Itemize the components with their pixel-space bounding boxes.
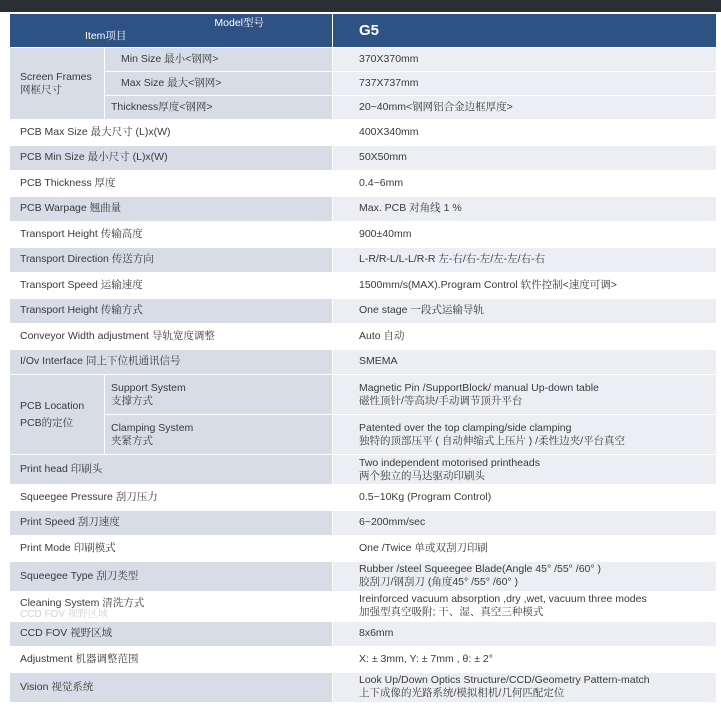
table-row — [10, 415, 717, 455]
pcb-sub-label-cn: 支撑方式 — [111, 394, 153, 407]
row-label: PCB Min Size 最小尺寸 (L)x(W) — [10, 145, 333, 171]
vision-value-cn: 上下成像的光路系统/模拟相机/几何匹配定位 — [359, 687, 565, 699]
row-value — [333, 672, 717, 702]
item-label: Item项目 — [85, 30, 127, 42]
row-value: L-R/R-L/L-L/R-R 左-右/右-左/左-左/右-右 — [333, 247, 717, 273]
row-label: Transport Height 传输高度 — [10, 222, 333, 248]
row-value: 400X340mm — [333, 120, 717, 146]
row-label: I/Ov Interface 同上下位机通讯信号 — [10, 349, 333, 375]
pcb-sub-label-cn: 夹紧方式 — [111, 434, 153, 447]
table-row — [10, 621, 717, 647]
screen-frames-label — [10, 48, 105, 120]
row-label — [10, 591, 333, 621]
pcb-value — [333, 375, 717, 415]
table-row — [10, 196, 717, 222]
row-label: Print Speed 刮刀速度 — [10, 510, 333, 536]
row-value: SMEMA — [333, 349, 717, 375]
screen-frames-label-en: Screen Frames — [20, 70, 92, 83]
print-head-value-en: Two independent motorised printheads — [359, 456, 540, 469]
table-row — [10, 455, 717, 485]
frame-value: 737X737mm — [333, 72, 717, 96]
screen-frames-label-cn: 网框尺寸 — [20, 83, 62, 96]
table-row — [10, 647, 717, 673]
pcb-location-label-cn: PCB的定位 — [20, 416, 74, 429]
row-label: Print head 印刷头 — [10, 455, 333, 485]
row-label: Adjustment 机器调整范围 — [10, 647, 333, 673]
frame-value: 370X370mm — [333, 48, 717, 72]
row-label: Squeegee Pressure 刮刀压力 — [10, 485, 333, 511]
row-label: Conveyor Width adjustment 导轨宽度调整 — [10, 324, 333, 350]
pcb-value-cn: 磁性顶针/等高块/手动调节顶升平台 — [359, 394, 523, 407]
row-value — [333, 561, 717, 591]
spec-table — [9, 13, 717, 703]
row-label: PCB Warpage 翘曲量 — [10, 196, 333, 222]
header-corner — [10, 14, 333, 48]
table-row — [10, 349, 717, 375]
table-row — [10, 145, 717, 171]
row-value: Max. PCB 对角线 1 % — [333, 196, 717, 222]
row-value: One /Twice 单或双刮刀印刷 — [333, 536, 717, 562]
cleaning-value-en: Ireinforced vacuum absorption ,dry ,wet, vacuum three modes — [359, 593, 647, 605]
pcb-value-cn: 独特的顶部压平 ( 自动伸缩式上压片 ) /柔性边夹/平台真空 — [359, 434, 625, 447]
row-value: 1500mm/s(MAX).Program Control 软件控制<速度可调> — [333, 273, 717, 299]
row-label: Transport Height 传输方式 — [10, 298, 333, 324]
pcb-value — [333, 415, 717, 455]
row-value — [333, 591, 717, 621]
table-row — [10, 375, 717, 415]
table-row — [10, 120, 717, 146]
table-row — [10, 485, 717, 511]
pcb-location-label — [10, 375, 105, 455]
squeegee-value-en: Rubber /steel Squeegee Blade(Angle 45° /55° /60° ) — [359, 563, 602, 575]
pcb-sub-label-en: Clamping System — [111, 421, 194, 434]
pcb-sub-label — [105, 415, 333, 455]
row-label: PCB Thickness 厚度 — [10, 171, 333, 197]
row-value: Auto 自动 — [333, 324, 717, 350]
cleaning-label: Cleaning System 清洗方式 — [20, 596, 145, 609]
top-bar — [0, 0, 721, 12]
row-value: 900±40mm — [333, 222, 717, 248]
row-label: Vision 视觉系统 — [10, 672, 333, 702]
squeegee-value-cn: 胶刮刀/钢刮刀 (角度45° /55° /60° ) — [359, 576, 519, 588]
row-label: Transport Speed 运输速度 — [10, 273, 333, 299]
table-row — [10, 324, 717, 350]
row-value: 0.4~6mm — [333, 171, 717, 197]
row-label: Transport Direction 传送方向 — [10, 247, 333, 273]
pcb-value-en: Patented over the top clamping/side clamping — [359, 421, 572, 434]
pcb-value-en: Magnetic Pin /SupportBlock/ manual Up-down table — [359, 381, 599, 394]
frame-sub-label: Min Size 最小<钢网> — [105, 48, 333, 72]
model-label: Model型号 — [214, 17, 264, 29]
row-value: One stage 一段式运输导轨 — [333, 298, 717, 324]
frame-sub-label: Max Size 最大<钢网> — [105, 72, 333, 96]
pcb-sub-label — [105, 375, 333, 415]
table-row — [10, 72, 717, 96]
row-value: 6~200mm/sec — [333, 510, 717, 536]
print-head-value-cn: 两个独立的马达驱动印刷头 — [359, 469, 485, 482]
cleaning-ghost-label: CCD FOV 视野区域 — [20, 608, 108, 620]
table-row — [10, 672, 717, 702]
table-row — [10, 171, 717, 197]
row-label: PCB Max Size 最大尺寸 (L)x(W) — [10, 120, 333, 146]
row-value: 0.5~10Kg (Program Control) — [333, 485, 717, 511]
row-value — [333, 455, 717, 485]
table-row — [10, 510, 717, 536]
vision-value-en: Look Up/Down Optics Structure/CCD/Geometry Pattern-match — [359, 674, 650, 686]
header-row — [10, 14, 717, 48]
table-row — [10, 536, 717, 562]
table-row — [10, 222, 717, 248]
table-row — [10, 561, 717, 591]
table-row — [10, 247, 717, 273]
cleaning-value-cn: 加强型真空吸附; 干、湿、真空三种模式 — [359, 606, 544, 618]
pcb-location-label-en: PCB Location — [20, 399, 85, 412]
table-row — [10, 273, 717, 299]
table-row — [10, 591, 717, 621]
frame-value: 20~40mm<钢网铝合金边框厚度> — [333, 96, 717, 120]
row-label: Print Mode 印刷模式 — [10, 536, 333, 562]
row-label: CCD FOV 视野区域 — [10, 621, 333, 647]
table-row — [10, 48, 717, 72]
row-value: 50X50mm — [333, 145, 717, 171]
row-value: 8x6mm — [333, 621, 717, 647]
table-row — [10, 298, 717, 324]
row-value: X: ± 3mm, Y: ± 7mm , θ: ± 2° — [333, 647, 717, 673]
table-row — [10, 96, 717, 120]
frame-sub-label: Thickness厚度<钢网> — [105, 96, 333, 120]
pcb-sub-label-en: Support System — [111, 381, 186, 394]
model-value: G5 — [333, 14, 717, 48]
row-label: Squeegee Type 刮刀类型 — [10, 561, 333, 591]
